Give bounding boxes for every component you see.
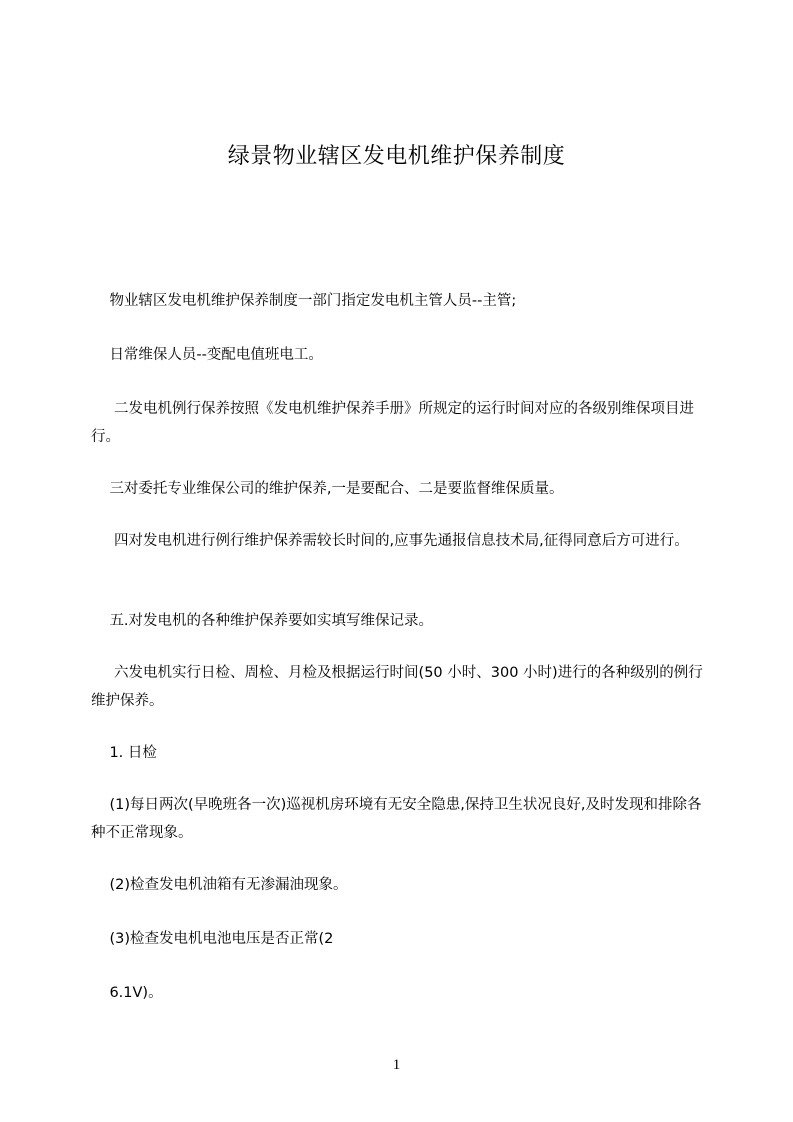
page-number: 1 [392, 1057, 401, 1073]
paragraph-6: 五.对发电机的各种维护保养要如实填写维保记录。 [91, 613, 434, 629]
paragraph-4: 三对委托专业维保公司的维护保养,一是要配合、二是要监督维保质量。 [91, 481, 564, 497]
paragraph-10: (2)检查发电机油箱有无渗漏油现象。 [91, 877, 348, 893]
paragraph-8: 1. 日检 [91, 745, 157, 761]
paragraph-12: 6.1V)。 [91, 985, 163, 1001]
paragraph-3: 二发电机例行保养按照《发电机维护保养手册》所规定的运行时间对应的各级别维保项目进行。 [91, 401, 695, 445]
document-title: 绿景物业辖区发电机维护保养制度 [227, 144, 566, 169]
paragraph-5: 四对发电机进行例行维护保养需较长时间的,应事先通报信息技术局,征得同意后方可进行。 [91, 533, 689, 549]
paragraph-7: 六发电机实行日检、周检、月检及根据运行时间(50 小时、300 小时)进行的各种级别的例行维护保养。 [91, 665, 703, 709]
paragraph-9: (1)每日两次(早晚班各一次)巡视机房环境有无安全隐患,保持卫生状况良好,及时发现和排除各种不正常现象。 [91, 797, 702, 841]
paragraph-2: 日常维保人员--变配电值班电工。 [91, 347, 323, 363]
paragraph-1: 物业辖区发电机维护保养制度一部门指定发电机主管人员--主管; [91, 293, 517, 309]
paragraph-11: (3)检查发电机电池电压是否正常(2 [91, 931, 334, 947]
